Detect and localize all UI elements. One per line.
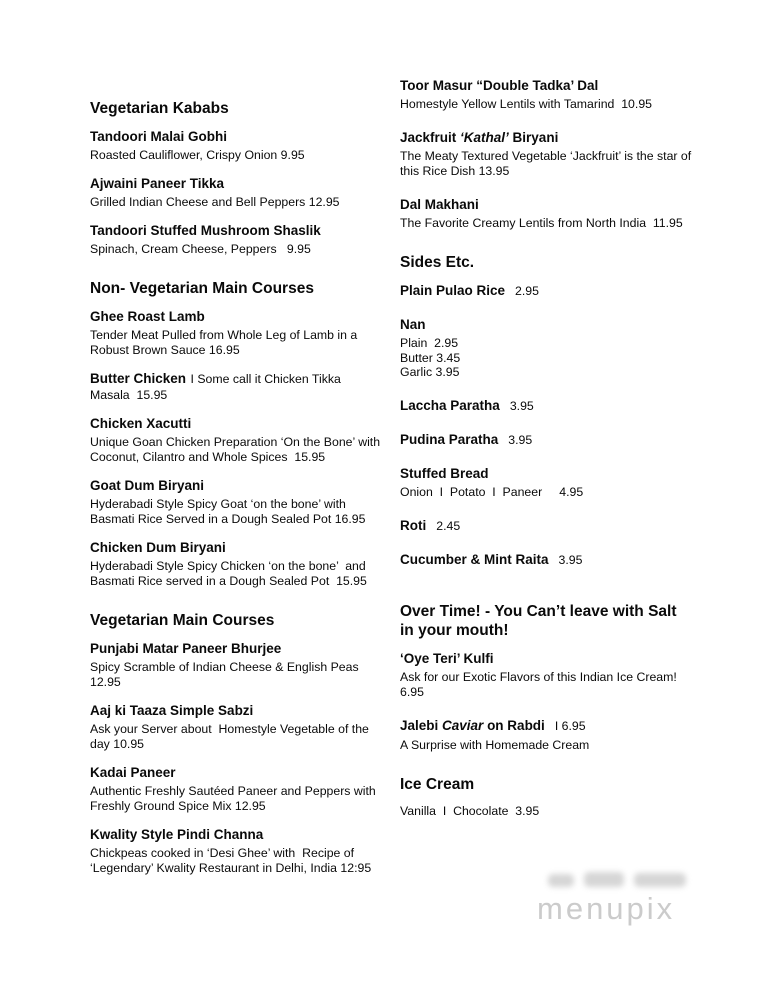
item-desc: Chickpeas cooked in ‘Desi Ghee’ with Recipe of ‘Legendary’ Kwality Restaurant in Delhi, India 12:95 (90, 846, 372, 875)
menu-item-chicken-dum-biryani (90, 539, 382, 589)
item-price: 3.95 (558, 552, 583, 567)
item-name: Punjabi Matar Paneer Bhurjee (90, 641, 282, 656)
menu-item-toor-masur-double-tadka-dal (400, 77, 692, 112)
item-name: Ajwaini Paneer Tikka (90, 176, 225, 191)
item-name: Tandoori Stuffed Mushroom Shaslik (90, 223, 321, 238)
menu-item-pudina-paratha (400, 431, 692, 448)
menu-item-jackfruit-kathal-biryani (400, 129, 695, 179)
item-price: 3.95 (508, 432, 533, 447)
item-price-line: 6.95 (400, 684, 424, 699)
watermark-smudge (584, 872, 624, 887)
menu-item-ghee-roast-lamb (90, 308, 382, 358)
item-desc: Spicy Scramble of Indian Cheese & English Peas 12.95 (90, 660, 363, 689)
menu-item-kadai-paneer (90, 764, 382, 814)
item-name-post: Biryani (508, 130, 559, 145)
item-desc: The Favorite Creamy Lentils from North India 11.95 (400, 216, 683, 230)
item-name: Kadai Paneer (90, 765, 176, 780)
item-name: Butter Chicken (90, 371, 187, 386)
menu-item-ajwaini-paneer-tikka (90, 175, 382, 210)
item-variant: Plain 2.95 (400, 336, 459, 350)
item-variant: Butter 3.45 (400, 350, 461, 365)
item-desc: Authentic Freshly Sautéed Paneer and Peppers with Freshly Ground Spice Mix 12.95 (90, 784, 380, 813)
menu-item-tandoori-stuffed-mushroom-shaslik (90, 222, 382, 257)
item-name: Kwality Style Pindi Channa (90, 827, 264, 842)
item-name-italic: Caviar (442, 717, 484, 733)
item-desc: Unique Goan Chicken Preparation ‘On the Bone’ with Coconut, Cilantro and Whole Spices 15.95 (90, 435, 384, 464)
watermark-smudge (634, 873, 686, 887)
menu-item-cucumber-mint-raita (400, 551, 692, 568)
item-name-post: on Rabdi (483, 717, 545, 733)
item-name: Chicken Dum Biryani (90, 540, 226, 555)
item-desc: Grilled Indian Cheese and Bell Peppers 12.95 (90, 195, 340, 209)
item-desc: The Meaty Textured Vegetable ‘Jackfruit’ is the star of this Rice Dish 13.95 (400, 149, 695, 178)
item-desc: Hyderabadi Style Spicy Chicken ‘on the bone’ and Basmati Rice served in a Dough Sealed Pot 15.95 (90, 559, 370, 588)
item-price: 2.95 (515, 284, 539, 298)
item-desc: Homestyle Yellow Lentils with Tamarind 10.95 (400, 97, 652, 111)
menu-item-ice-cream-flavors (400, 804, 692, 819)
item-name: Laccha Paratha (400, 397, 500, 413)
item-desc: Ask your Server about Homestyle Vegetable of the day 10.95 (90, 722, 373, 751)
item-desc: Spinach, Cream Cheese, Peppers 9.95 (90, 242, 311, 256)
item-name: Goat Dum Biryani (90, 478, 205, 493)
menu-item-punjabi-matar-paneer-bhurjee (90, 640, 382, 690)
item-name: Chicken Xacutti (90, 416, 192, 431)
item-name: Pudina Paratha (400, 431, 499, 447)
item-name-pre: Jackfruit (400, 130, 461, 145)
watermark-smudge (548, 874, 574, 887)
left-column (90, 99, 382, 888)
item-name-pre: Jalebi (400, 717, 443, 733)
section-heading-vegetarian-kababs: Vegetarian Kababs (90, 100, 229, 117)
item-price: 3.95 (509, 398, 534, 413)
item-name-italic: ‘Kathal’ (460, 130, 509, 145)
section-heading-non-vegetarian-main-courses: Non- Vegetarian Main Courses (90, 280, 314, 297)
item-desc: Ask for our Exotic Flavors of this Indian Ice Cream! (400, 669, 677, 684)
item-price: 2.45 (436, 518, 461, 533)
item-name: Aaj ki Taaza Simple Sabzi (90, 703, 254, 718)
item-name: Nan (400, 317, 426, 332)
item-desc: Hyderabadi Style Spicy Goat ‘on the bone’ with Basmati Rice Served in a Dough Sealed Pot 16.95 (90, 497, 366, 526)
menu-item-chicken-xacutti (90, 415, 382, 465)
right-column (400, 77, 695, 836)
item-name: Tandoori Malai Gobhi (90, 129, 227, 144)
section-heading-vegetarian-main-courses: Vegetarian Main Courses (90, 612, 275, 629)
item-price: I 6.95 (554, 718, 586, 733)
item-desc: Onion I Potato I Paneer 4.95 (400, 484, 584, 499)
menu-item-tandoori-malai-gobhi (90, 128, 382, 163)
item-name: Plain Pulao Rice (400, 283, 506, 298)
menu-item-oye-teri-kulfi (400, 650, 692, 700)
item-desc: Roasted Cauliflower, Crispy Onion 9.95 (90, 148, 305, 162)
menu-item-goat-dum-biryani (90, 477, 382, 527)
item-name: Dal Makhani (400, 197, 479, 212)
menu-item-jalebi-caviar-on-rabdi (400, 717, 692, 753)
menu-item-aaj-ki-taaza-simple-sabzi (90, 702, 382, 752)
menu-item-stuffed-bread (400, 465, 692, 500)
item-inline-desc: I Some call it Chicken Tikka Masala 15.95 (90, 372, 345, 402)
item-desc: Tender Meat Pulled from Whole Leg of Lamb in a Robust Brown Sauce 16.95 (90, 328, 361, 357)
menu-item-laccha-paratha (400, 397, 692, 414)
item-variant: Garlic 3.95 (400, 365, 460, 379)
section-heading-sides-etc: Sides Etc. (400, 254, 475, 271)
menu-item-dal-makhani (400, 196, 692, 231)
menu-item-nan (400, 316, 692, 380)
item-name: Roti (400, 517, 427, 533)
item-variant-list (400, 336, 692, 380)
item-name: Cucumber & Mint Raita (400, 551, 549, 567)
item-name (400, 129, 692, 146)
menupix-watermark: menupix (537, 891, 676, 926)
item-name (400, 717, 692, 735)
menu-item-roti (400, 517, 692, 534)
menu-item-plain-pulao-rice (400, 282, 692, 299)
item-name: ‘Oye Teri’ Kulfi (400, 650, 494, 666)
item-desc: A Surprise with Homemade Cream (400, 737, 590, 752)
item-desc: Vanilla I Chocolate 3.95 (400, 803, 540, 818)
item-name: Ghee Roast Lamb (90, 309, 205, 324)
item-name: Toor Masur “Double Tadka’ Dal (400, 78, 599, 93)
menu-item-kwality-style-pindi-channa (90, 826, 382, 876)
section-heading-ice-cream: Ice Cream (400, 775, 475, 793)
menu-item-butter-chicken (90, 370, 382, 403)
section-heading-over-time: Over Time! - You Can’t leave with Salt in your mouth! (400, 602, 681, 639)
item-name: Stuffed Bread (400, 465, 489, 481)
